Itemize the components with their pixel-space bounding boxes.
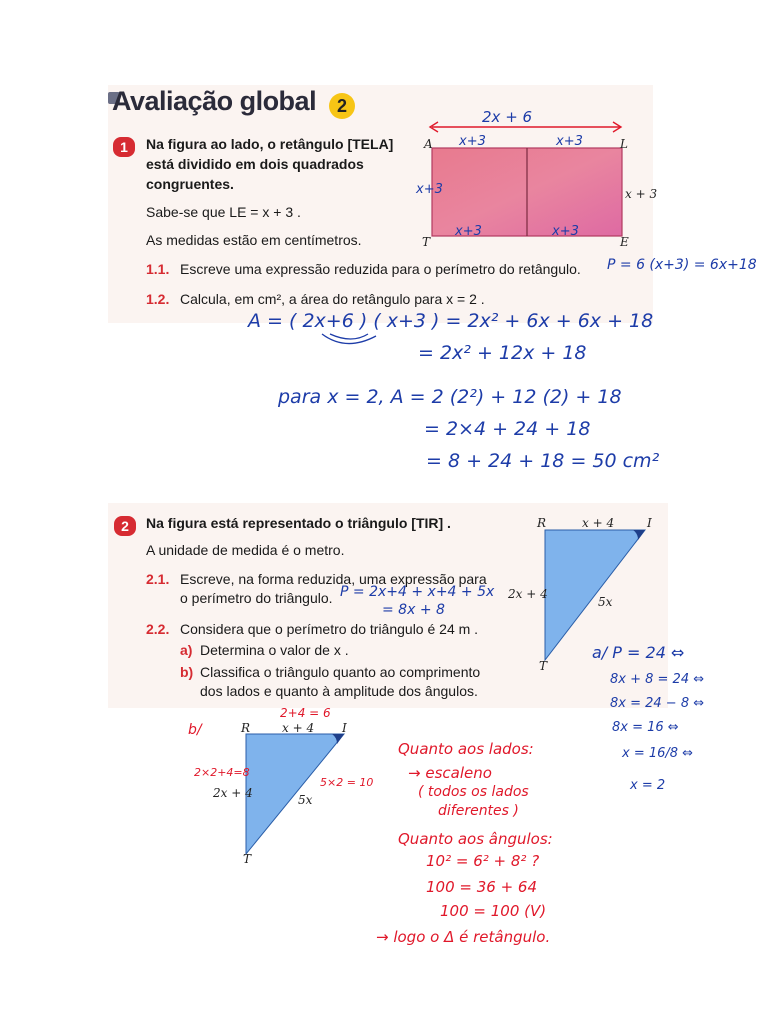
item-b-line2: dos lados e quanto à amplitude dos ângulos. <box>200 683 478 699</box>
copy-vertex-t: T <box>243 852 252 866</box>
copy-left-side: 2x + 4 <box>213 786 253 800</box>
hw-a-step1: 8x + 8 = 24 ⇔ <box>610 672 705 687</box>
vertex-e-label: E <box>620 235 629 249</box>
item-2-2-number: 2.2. <box>146 621 170 637</box>
item-1-2-number: 1.2. <box>146 291 170 307</box>
hw-sub-line3: = 8 + 24 + 18 = 50 cm² <box>426 450 660 472</box>
hw-area-line1: A = ( 2x+6 ) ( x+3 ) = 2x² + 6x + 6x + 18 <box>248 310 654 332</box>
item-a-text: Determina o valor de x . <box>200 642 349 658</box>
hw-sub-line1: para x = 2, A = 2 (2²) + 12 (2) + 18 <box>278 386 622 408</box>
item-1-2-text: Calcula, em cm², a área do retângulo para x = 2 . <box>180 291 485 307</box>
item-b-line1: Classifica o triângulo quanto ao comprimento <box>200 664 481 680</box>
question1-number: 1 <box>113 137 135 157</box>
triangle-vertex-t: T <box>539 659 548 673</box>
hw-a-step3: 8x = 16 ⇔ <box>612 720 679 735</box>
question2-text: Na figura está representado o triângulo [TIR] . <box>146 515 451 531</box>
item-2-1-line2: o perímetro do triângulo. <box>180 590 333 606</box>
question2-number: 2 <box>114 516 136 536</box>
item-2-2-text: Considera que o perímetro do triângulo é 24 m . <box>180 621 479 637</box>
hw-distribution-arrows <box>316 330 396 352</box>
hw-area-line2: = 2x² + 12x + 18 <box>418 342 587 364</box>
vertex-t-label: T <box>422 235 431 249</box>
hw-a-step4: x = 16/8 ⇔ <box>622 746 694 761</box>
hw-sides-scalene: → escaleno <box>408 764 492 782</box>
vertex-a-label: A <box>424 137 433 151</box>
side-le-label: x + 3 <box>625 187 658 201</box>
item-a-letter: a) <box>180 642 193 658</box>
hw-sides-note1: ( todos os lados <box>418 784 529 800</box>
item-1-1-number: 1.1. <box>146 261 170 277</box>
triangle-top-side: x + 4 <box>582 516 615 530</box>
hw-left-value: 2×2+4=8 <box>194 766 250 779</box>
triangle-vertex-r: R <box>537 516 547 530</box>
hw-b-label: b/ <box>188 722 202 738</box>
hw-angles-title: Quanto aos ângulos: <box>398 830 553 848</box>
hw-left-side: x+3 <box>416 182 443 197</box>
hw-a-answer: x = 2 <box>630 778 666 793</box>
question1-text-line2: está dividido em dois quadrados <box>146 156 364 172</box>
hw-angles-step2: 100 = 36 + 64 <box>426 878 538 896</box>
copy-top-side: x + 4 <box>282 721 315 735</box>
item-2-1-number: 2.1. <box>146 571 170 587</box>
copy-vertex-r: R <box>241 721 251 735</box>
hw-perimeter-answer: P = 6 (x+3) = 6x+18 <box>607 257 757 273</box>
hw-sides-note2: diferentes ) <box>438 803 519 819</box>
hw-sides-title: Quanto aos lados: <box>398 740 534 758</box>
hw-angles-step1: 10² = 6² + 8² ? <box>426 852 540 870</box>
hw-top-right: x+3 <box>556 134 583 149</box>
hw-top-left: x+3 <box>459 134 486 149</box>
copy-hypotenuse: 5x <box>298 793 313 807</box>
question1-text-line1: Na figura ao lado, o retângulo [TELA] <box>146 136 394 152</box>
item-1-1-text: Escreve uma expressão reduzida para o perímetro do retângulo. <box>180 261 581 277</box>
title-badge: 2 <box>329 93 355 119</box>
triangle-vertex-i: I <box>647 516 652 530</box>
vertex-l-label: L <box>620 137 628 151</box>
hw-a-step2: 8x = 24 − 8 ⇔ <box>610 696 705 711</box>
item-2-1-line1: Escreve, na forma reduzida, uma expressão para <box>180 571 487 587</box>
hw-triangle-perimeter: P = 2x+4 + x+4 + 5x <box>340 584 495 600</box>
rectangle-figure <box>400 100 670 260</box>
question1-units: As medidas estão em centímetros. <box>146 232 362 248</box>
question1-text-line3: congruentes. <box>146 176 234 192</box>
hw-bottom-right: x+3 <box>552 224 579 239</box>
hw-top-width: 2x + 6 <box>482 108 533 126</box>
triangle-hypotenuse: 5x <box>598 595 613 609</box>
hw-a-label: a/ P = 24 ⇔ <box>592 643 685 662</box>
hw-triangle-perimeter-reduced: = 8x + 8 <box>382 602 445 618</box>
hw-sub-line2: = 2×4 + 24 + 18 <box>424 418 591 440</box>
question1-given: Sabe-se que LE = x + 3 . <box>146 204 301 220</box>
hw-triangle-copy <box>236 722 356 862</box>
copy-vertex-i: I <box>342 721 347 735</box>
hw-top-value: 2+4 = 6 <box>280 706 331 720</box>
hw-hyp-value: 5×2 = 10 <box>320 776 374 789</box>
hw-conclusion: → logo o Δ é retângulo. <box>376 928 551 946</box>
hw-angles-step3: 100 = 100 (V) <box>440 902 547 920</box>
hw-bottom-left: x+3 <box>455 224 482 239</box>
question2-units: A unidade de medida é o metro. <box>146 542 345 558</box>
triangle-left-side: 2x + 4 <box>508 587 548 601</box>
item-b-letter: b) <box>180 664 194 680</box>
page-title: Avaliação global <box>112 86 317 116</box>
